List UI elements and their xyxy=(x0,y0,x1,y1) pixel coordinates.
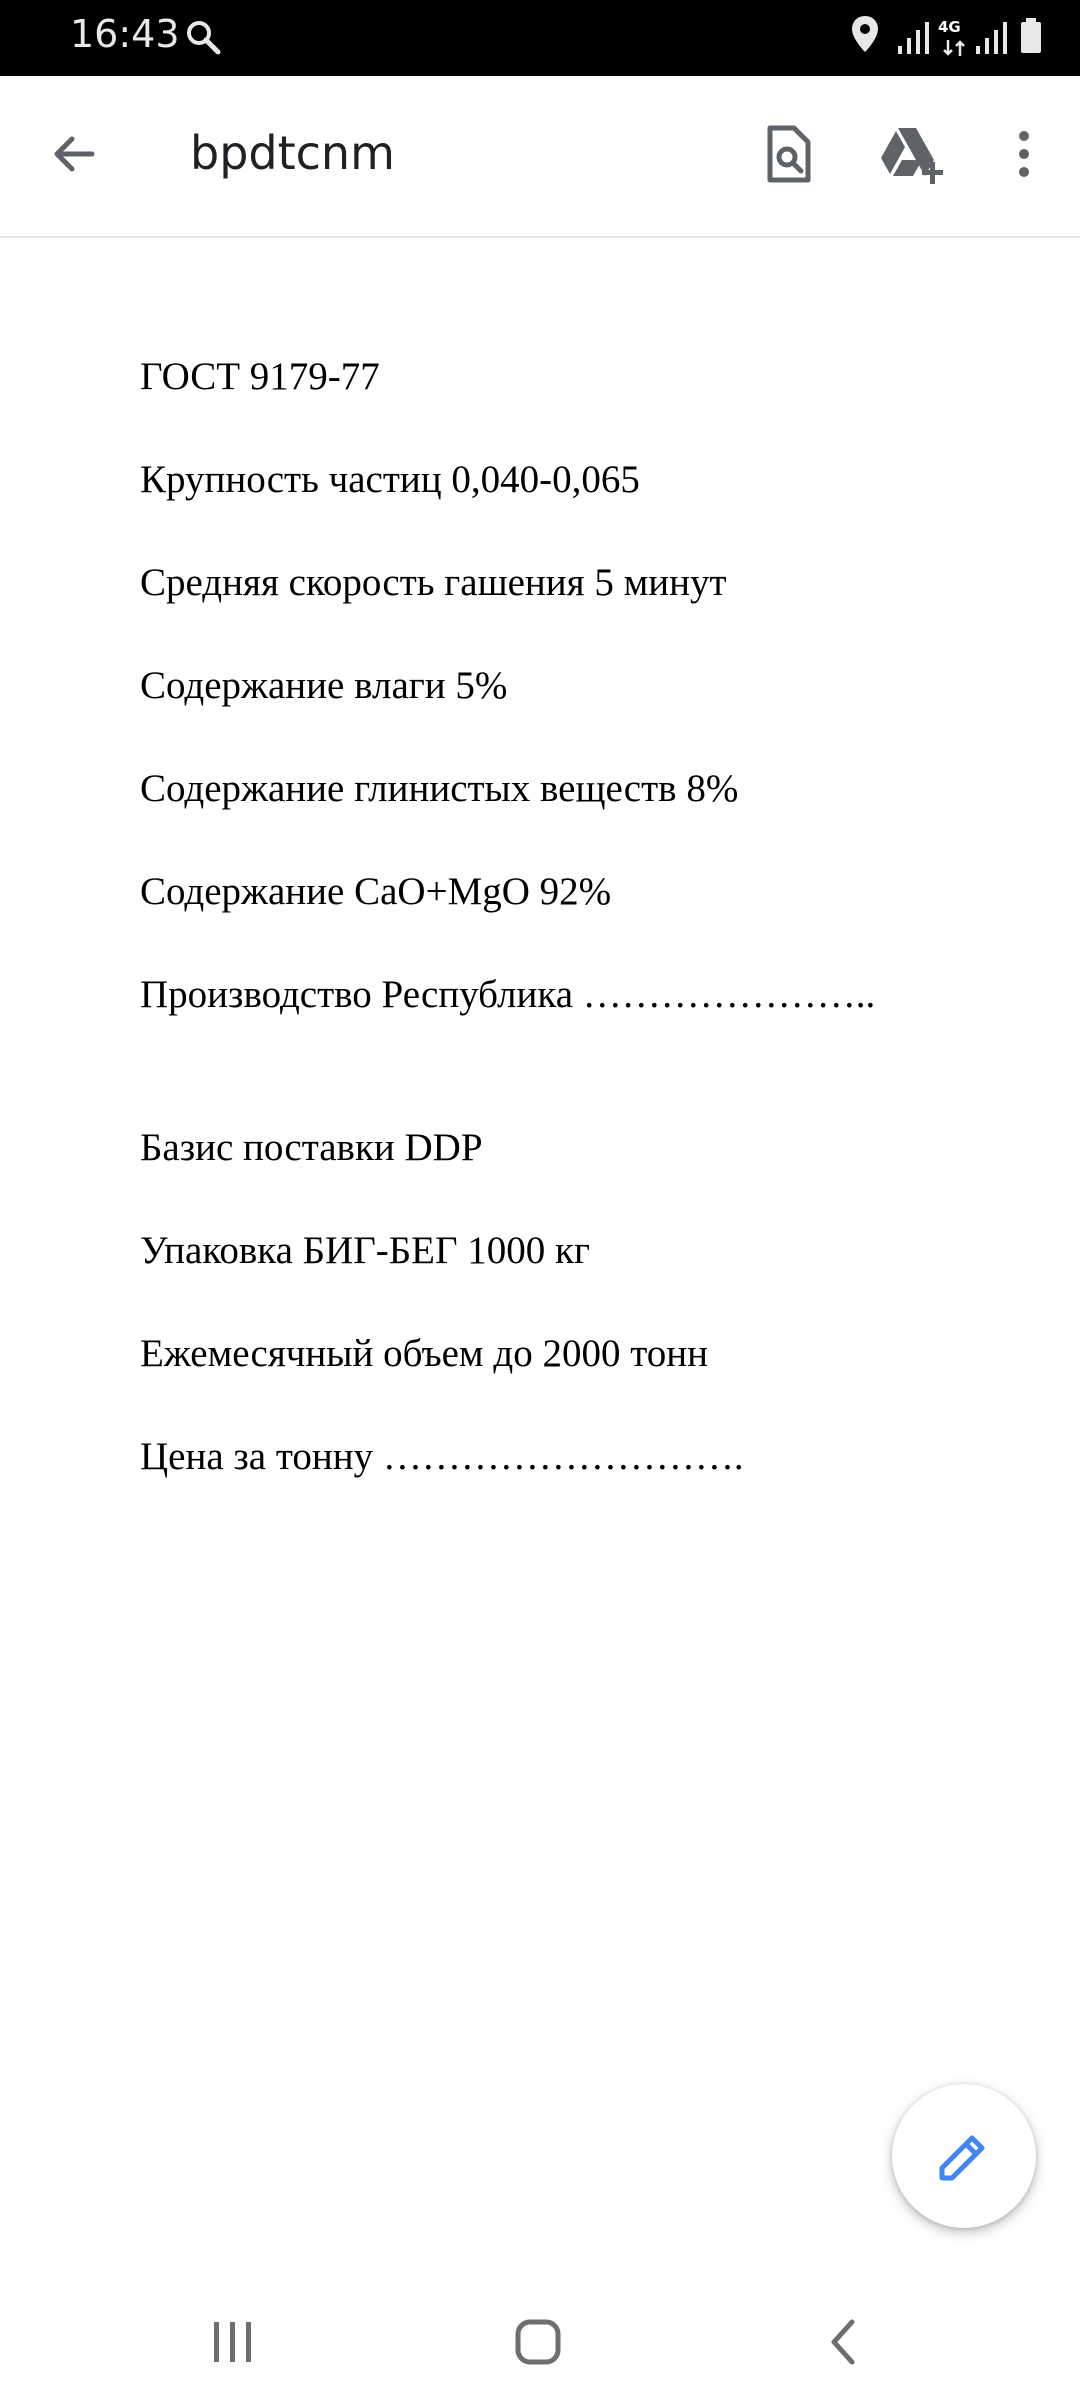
home-icon[interactable] xyxy=(514,2318,562,2371)
back-icon[interactable] xyxy=(822,2318,866,2371)
edit-pencil-icon xyxy=(934,2126,994,2186)
document-preview-icon[interactable] xyxy=(752,118,824,190)
status-bar xyxy=(0,0,1080,76)
signal-icon xyxy=(898,20,930,59)
app-bar xyxy=(0,76,1080,238)
document-line: Производство Республика ………………….. xyxy=(140,973,876,1016)
network-type-label: 4G xyxy=(938,18,961,36)
document-line: Ежемесячный объем до 2000 тонн xyxy=(140,1332,708,1375)
more-vert-icon[interactable] xyxy=(1000,118,1048,190)
back-arrow-icon[interactable] xyxy=(40,120,108,188)
document-line: Содержание CaO+MgO 92% xyxy=(140,870,612,913)
search-icon xyxy=(184,18,222,61)
signal-4g-icon xyxy=(938,14,972,58)
document-line: Средняя скорость гашения 5 минут xyxy=(140,561,727,604)
document-line: Базис поставки DDP xyxy=(140,1126,483,1169)
paragraph-gap xyxy=(140,1066,1000,1116)
document-line: Упаковка БИГ-БЕГ 1000 кг xyxy=(140,1229,590,1272)
status-time: 16:43 xyxy=(70,12,180,56)
signal-icon xyxy=(976,20,1008,59)
recents-icon[interactable] xyxy=(210,2320,256,2369)
document-line: ГОСТ 9179-77 xyxy=(140,355,380,398)
battery-icon xyxy=(1020,18,1042,59)
edit-fab-button[interactable] xyxy=(892,2084,1036,2228)
document-title: bpdtcnm xyxy=(190,126,395,180)
document-line: Содержание влаги 5% xyxy=(140,664,508,707)
drive-add-icon[interactable] xyxy=(872,118,952,190)
document-line: Крупность частиц 0,040-0,065 xyxy=(140,458,640,501)
system-nav-bar xyxy=(0,2290,1080,2400)
location-icon xyxy=(850,14,880,59)
document-line: Цена за тонну ………………………. xyxy=(140,1435,744,1478)
document-line: Содержание глинистых веществ 8% xyxy=(140,767,739,810)
document-body xyxy=(140,345,1000,1528)
